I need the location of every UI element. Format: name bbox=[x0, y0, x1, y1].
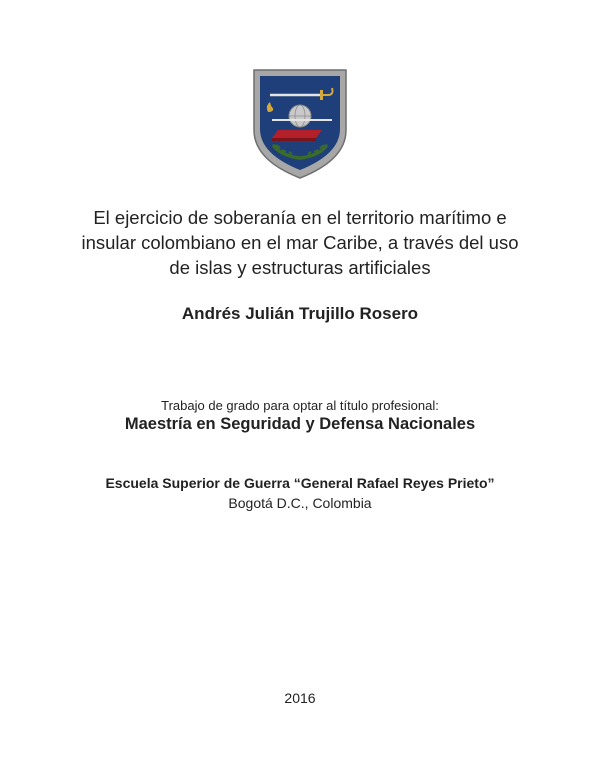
school-name: Escuela Superior de Guerra “General Rafael Reyes Prieto” bbox=[105, 475, 495, 491]
thesis-title-line-2: insular colombiano en el mar Caribe, a través del uso bbox=[81, 232, 519, 253]
author-name: Andrés Julián Trujillo Rosero bbox=[181, 304, 419, 323]
city-location: Bogotá D.C., Colombia bbox=[228, 495, 372, 511]
military-school-crest-icon bbox=[250, 68, 350, 180]
thesis-title-line-3: de islas y estructuras artificiales bbox=[169, 257, 431, 278]
thesis-title-line-1: El ejercicio de soberanía en el territorio marítimo e bbox=[93, 207, 507, 228]
publication-year: 2016 bbox=[284, 690, 316, 706]
thesis-title bbox=[60, 205, 540, 280]
degree-name: Maestría en Seguridad y Defensa Nacionales bbox=[124, 415, 476, 433]
degree-intro: Trabajo de grado para optar al título profesional: bbox=[161, 398, 439, 413]
